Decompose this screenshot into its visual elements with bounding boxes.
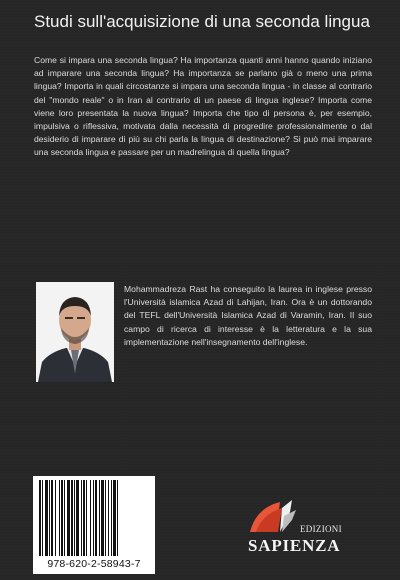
barcode-bar: [105, 480, 106, 556]
barcode-bar: [76, 480, 79, 556]
barcode-bar: [51, 480, 53, 556]
barcode-bar: [93, 480, 94, 556]
author-photo: [36, 282, 114, 382]
book-description: Come si impara una seconda lingua? Ha importanza quanti anni hanno quando iniziano ad imparare una seconda lingua? Ha importanza se parlano già o meno una prima lingua? Importa in quali circostanze si impara una seconda lingua - in classe al contrario del "mondo reale" o in Iran al contrario di un paese di lingua inglese? Importa come viene loro presentata la nuova lingua? Importa che tipo di persona è, per esempio, impulsiva o riflessiva, motivata dalla necessità di progredire professionalmente o dal desiderio di imparare di più su chi parla la lingua di destinazione? Si può mai imparare una seconda lingua e passare per un madrelingua di quella lingua?: [34, 55, 372, 158]
barcode-bar: [49, 480, 50, 556]
author-bio: Mohammadreza Rast ha conseguito la laurea in inglese presso l'Università islamica Azad di Lahijan, Iran. Ora è un dottorando del TEFL dell'Università Islamica Azad di Varamin, Iran. Il suo campo di ricerca di interesse è la letteratura e la sua implementazione nell'insegnamento dell'inglese.: [124, 284, 372, 347]
barcode-bar: [61, 480, 63, 556]
publisher-fan-icon: [246, 498, 306, 534]
barcode-bar: [81, 480, 82, 556]
barcode-bar: [45, 480, 48, 556]
barcode-bar: [86, 480, 87, 556]
book-title: Studi sull'acquisizione di una seconda lingua: [34, 12, 370, 31]
barcode-bar: [42, 480, 43, 556]
publisher-logo: [238, 498, 350, 562]
barcode-bar: [55, 480, 56, 556]
publisher-name: SAPIENZA: [248, 536, 341, 555]
publisher-edizioni: EDIZIONI: [300, 524, 342, 534]
barcode-bar: [64, 480, 65, 556]
barcode-bar: [67, 480, 70, 556]
barcode: [33, 476, 155, 574]
barcode-bar: [71, 480, 73, 556]
barcode-bar: [90, 480, 91, 556]
barcode-bar: [117, 480, 118, 556]
barcode-bar: [108, 480, 109, 556]
barcode-bar: [39, 480, 41, 556]
barcode-bar: [99, 480, 100, 556]
barcode-bar: [113, 480, 116, 556]
barcode-bar: [59, 480, 60, 556]
barcode-bar: [74, 480, 75, 556]
barcode-bar: [111, 480, 112, 556]
barcode-bar: [101, 480, 104, 556]
isbn-number: 978-620-2-58943-7: [47, 558, 141, 570]
barcode-bars: [38, 480, 150, 556]
barcode-bar: [95, 480, 97, 556]
barcode-bar: [83, 480, 85, 556]
